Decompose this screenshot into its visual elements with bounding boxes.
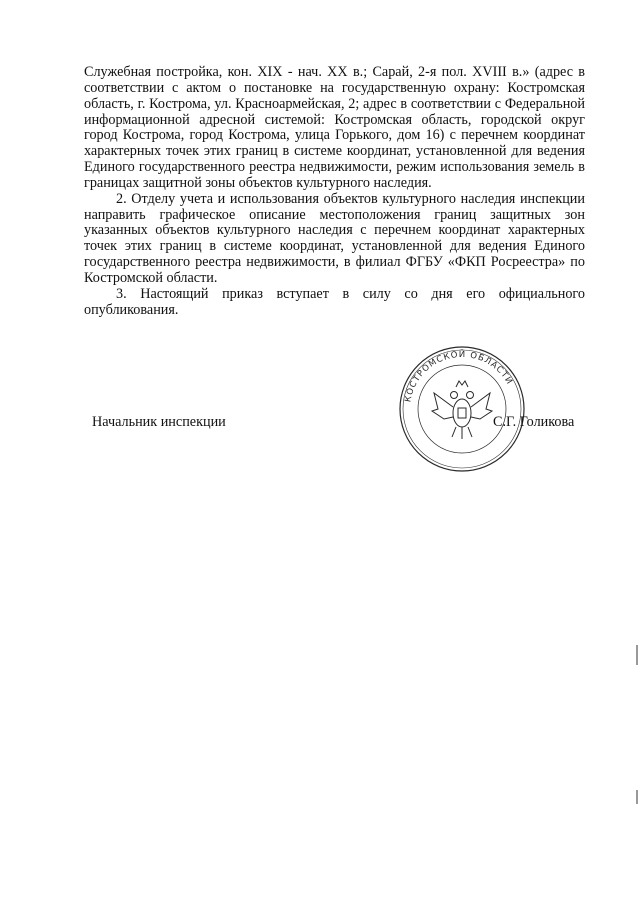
paragraph-3: 3. Настоящий приказ вступает в силу со дня его официального опубликования.	[84, 285, 585, 318]
signer-position: Начальник инспекции	[92, 414, 226, 430]
scan-edge-mark	[636, 790, 638, 804]
signer-name: С.Г. Голикова	[493, 414, 575, 430]
seal-text: КОСТРОМСКОЙ ОБЛАСТИ	[403, 349, 515, 404]
paragraph-1: Служебная постройка, кон. XIX - нач. XX в.; Сарай, 2-я пол. XVIII в.» (адрес в соответствии с актом о постановке на государственную охрану: Костромская область, г. Кострома, ул. Красноармейская, 2; адрес в соответствии с Федеральной информационной адресной системой: Костромская область, городской округ город Кострома, город Кострома, улица Горького, дом 16) с перечнем координат характерных точек этих границ в системе координат, установленной для ведения Единого государственного реестра недвижимости, режим использования земель в границах защитной зоны объектов культурного наследия.	[84, 64, 585, 191]
scan-edge-mark	[636, 645, 638, 665]
signature-block	[84, 414, 585, 434]
paragraph-2: 2. Отделу учета и использования объектов культурного наследия инспекции направить графическое описание местоположения границ защитных зон указанных объектов культурного наследия с перечнем координат характерных точек этих границ в системе координат, установленной для ведения Единого государственного реестра недвижимости, в филиал ФГБУ «ФКП Росреестра» по Костромской области.	[84, 190, 585, 286]
document-body	[84, 65, 585, 319]
official-seal	[398, 345, 526, 473]
